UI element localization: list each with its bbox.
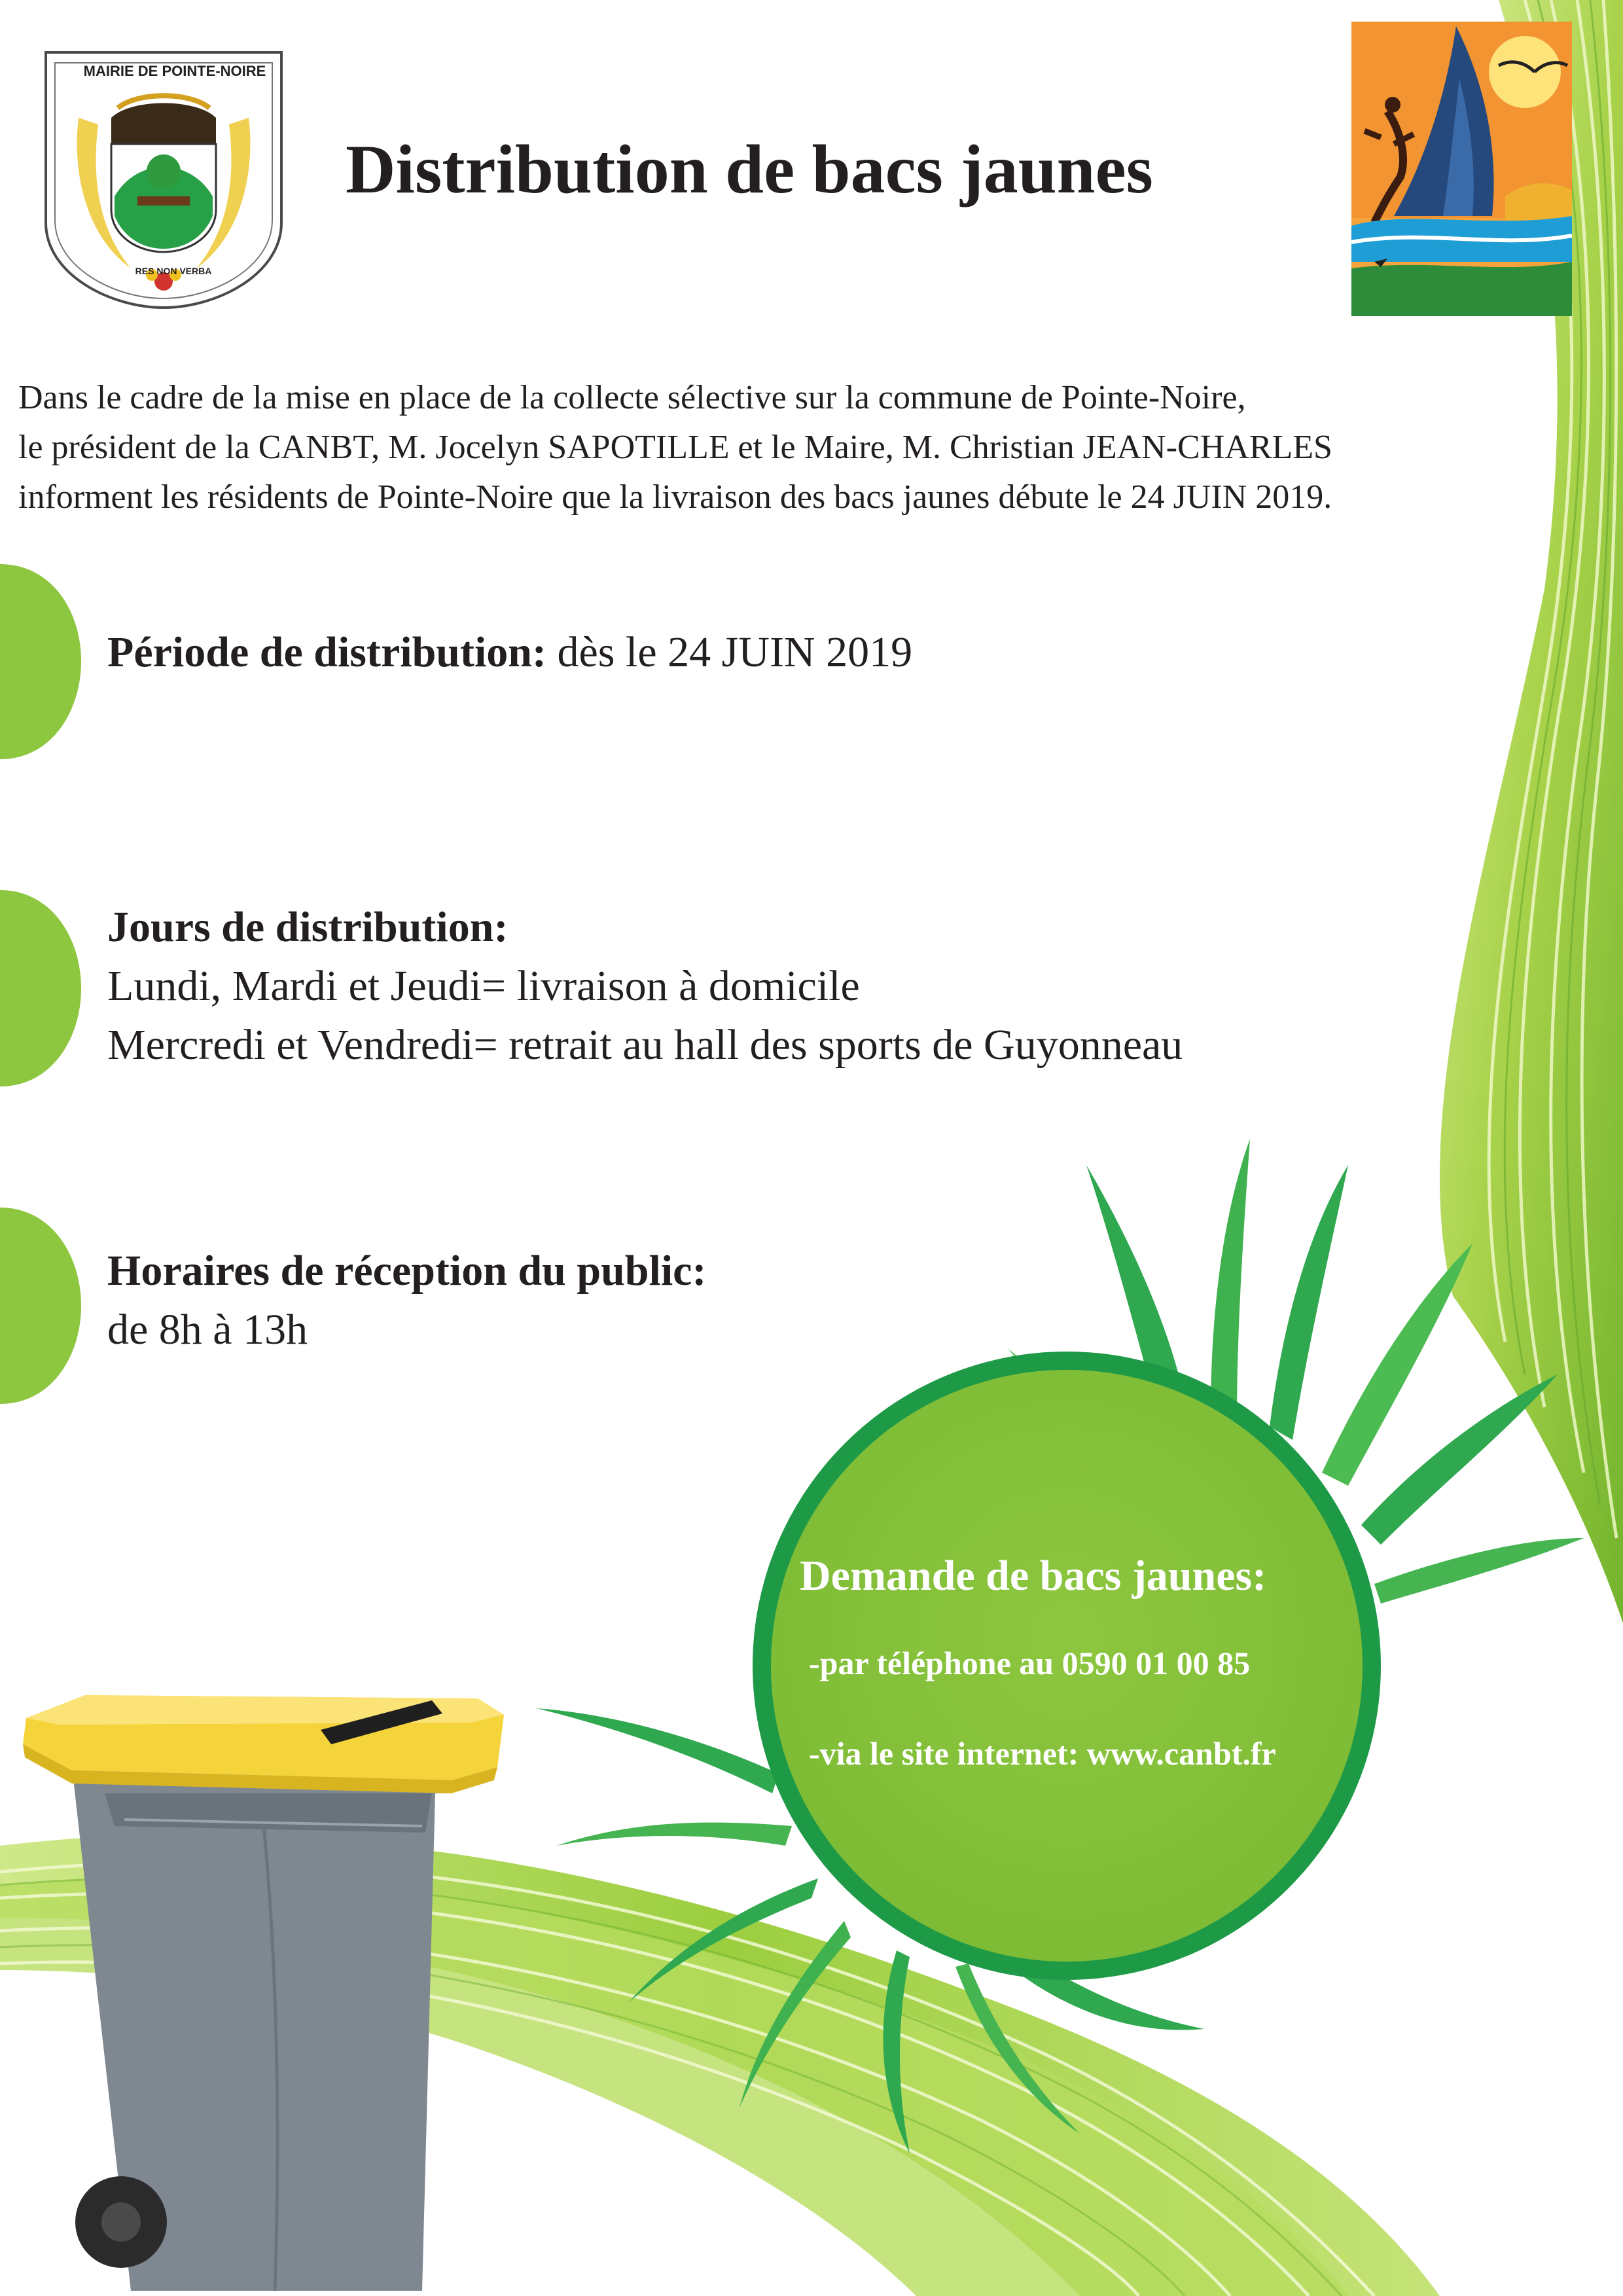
request-website: -via le site internet: www.canbt.fr	[809, 1735, 1276, 1772]
section-days	[107, 898, 1183, 1075]
section-period	[107, 623, 912, 682]
days-label: Jours de distribution:	[107, 903, 508, 951]
period-label: Période de distribution:	[107, 628, 546, 676]
page-title: Distribution de bacs jaunes	[346, 131, 1153, 207]
intro-paragraph	[18, 373, 1332, 522]
canbt-logo-icon	[1351, 22, 1572, 316]
days-line-1: Lundi, Mardi et Jeudi= livraison à domicile	[107, 962, 860, 1010]
crest-label: MAIRIE DE POINTE-NOIRE	[83, 63, 266, 79]
period-value: dès le 24 JUIN 2019	[546, 628, 913, 676]
request-phone: -par téléphone au 0590 01 00 85	[809, 1645, 1251, 1681]
section-bullets	[0, 564, 81, 1404]
crest-motto: RES NON VERBA	[135, 266, 212, 276]
request-title: Demande de bacs jaunes:	[800, 1552, 1267, 1600]
hours-value: de 8h à 13h	[107, 1306, 308, 1354]
bullet-period	[0, 564, 81, 759]
hours-label: Horaires de réception du public:	[107, 1247, 707, 1295]
intro-line-2: le président de la CANBT, M. Jocelyn SAPOTILLE et le Maire, M. Christian JEAN-CHARLES	[18, 429, 1332, 466]
days-line-2: Mercredi et Vendredi= retrait au hall des sports de Guyonneau	[107, 1021, 1183, 1069]
intro-line-1: Dans le cadre de la mise en place de la collecte sélective sur la commune de Pointe-Noire,	[18, 379, 1246, 416]
bullet-days	[0, 890, 81, 1086]
intro-line-3: informent les résidents de Pointe-Noire que la livraison des bacs jaunes débute le 24 JUIN 2019.	[18, 478, 1332, 516]
section-hours	[107, 1242, 706, 1359]
bullet-hours	[0, 1208, 81, 1404]
